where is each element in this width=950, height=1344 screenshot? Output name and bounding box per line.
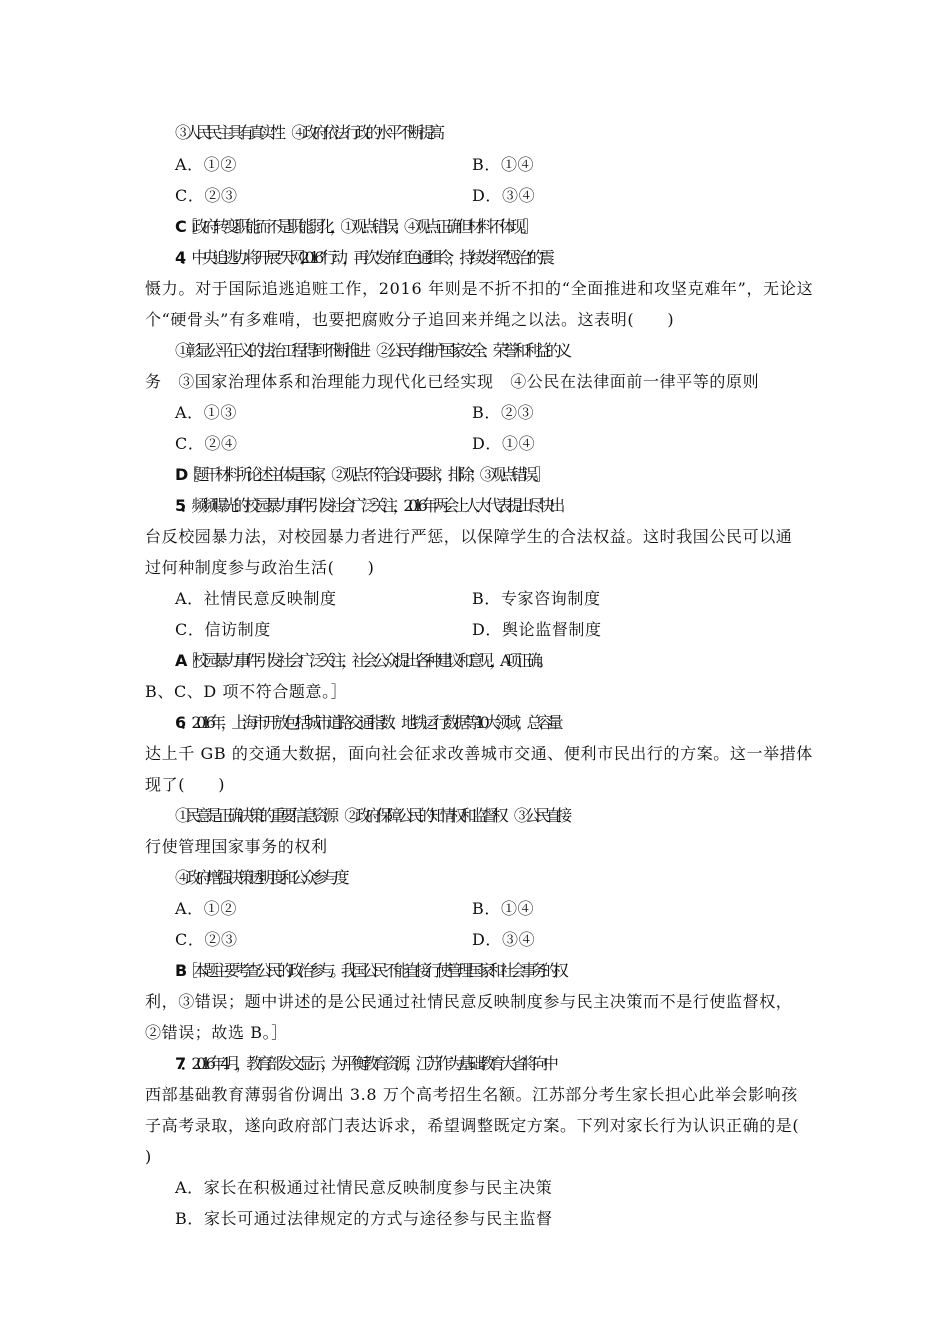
q6-statements-line-1: ① 民意是正确决策的重要信息资源 ②政府保障公民的知情权和监督权 ③公民直接 bbox=[175, 806, 567, 825]
q3-answer-text: ［政府转变职能而不是职能弱化，①观点错误；④观点正确但材料不体现。］ bbox=[181, 217, 534, 236]
q5-number: 5． bbox=[175, 496, 192, 515]
q6-option-a: A．①② bbox=[175, 899, 237, 918]
q4-option-c: C．②④ bbox=[175, 434, 238, 453]
q5-stem-line-2: 台反校园暴力法，对校园暴力者进行严惩，以保障学生的合法权益。这时我国公民可以通 bbox=[145, 527, 793, 546]
q3-statements: ③ 人民民主具有真实性 ④政府依法行政的水平不断提高 bbox=[175, 123, 440, 142]
q6-option-b: B．①④ bbox=[472, 899, 535, 918]
q4-answer-text: ［题干材料所论述主体是国家，②观点不符合设问要求，排除；③观点错误。］ bbox=[182, 465, 546, 484]
q3-option-d: D．③④ bbox=[472, 186, 536, 205]
q6-number: 6． bbox=[175, 713, 192, 732]
q6-answer-letter: B bbox=[175, 961, 182, 980]
q3-option-c: C．②③ bbox=[175, 186, 238, 205]
q5-stem-line-3: 过何种制度参与政治生活( ) bbox=[145, 558, 375, 577]
q4-stem-line-1: 4．中央追逃办将开展“天网 2016” 行动，再次发布红色通缉令，持续发挥“惩治”的震 bbox=[175, 248, 550, 267]
q6-answer-line-3: ②错误；故选 B。］ bbox=[145, 1023, 288, 1042]
q6-stem-line-3: 现了( ) bbox=[145, 775, 226, 794]
q7-stem-line-1: 7．2016 年 4 月，教育部发文显示，为平衡教育资源，江苏作为基础教育大省将向中 bbox=[175, 1054, 554, 1073]
q5-option-c: C．信访制度 bbox=[175, 620, 271, 639]
q3-option-b: B．①④ bbox=[472, 155, 535, 174]
q4-option-d: D．①④ bbox=[472, 434, 536, 453]
q5-option-b: B．专家咨询制度 bbox=[472, 589, 601, 608]
q5-stem-line-1: 5．频频曝光的校园暴力事件引发社会广泛关注，2016 年两会上人大代表提出尽快出 bbox=[175, 496, 560, 515]
q6-option-c: C．②③ bbox=[175, 930, 238, 949]
q3-option-a: A．①② bbox=[175, 155, 237, 174]
q7-option-b: B．家长可通过法律规定的方式与途径参与民主监督 bbox=[175, 1209, 553, 1228]
q6-statements-line-3: ④ 政府增强决策透明度和公众参与度 bbox=[175, 868, 345, 887]
q6-statements-line-2: 行使管理国家事务的权利 bbox=[145, 837, 328, 856]
q5-option-a: A．社情民意反映制度 bbox=[175, 589, 337, 608]
q4-stem-line-2: 慑力。对于国际追逃追赃工作，2016 年则是不折不扣的“全面推进和攻坚克难年”，无论这 bbox=[145, 279, 814, 298]
q5-answer-letter: A bbox=[175, 651, 182, 670]
q6-answer-line-1: B ［本题主要考查公民的政治参与。我国公民不能直接行使管理国家和社会事务的权 bbox=[175, 961, 564, 980]
q4-answer-letter: D bbox=[175, 465, 183, 484]
q4-stem-line-3: 个“硬骨头”有多难啃，也要把腐败分子追回来并绳之以法。这表明( ) bbox=[145, 310, 675, 329]
q5-answer-line-2: B、C、D 项不符合题意。］ bbox=[145, 682, 348, 701]
q7-stem-line-2: 西部基础教育薄弱省份调出 3.8 万个高考招生名额。江苏部分考生家长担心此举会影响孩 bbox=[145, 1085, 798, 1104]
q6-stem-line-1: 6．2016 年，上海市开放包括城市道路交通指数、地铁运行数据等 10 大领域，总容量 bbox=[175, 713, 559, 732]
q3-answer-letter: C bbox=[175, 217, 182, 236]
q4-number: 4． bbox=[175, 248, 192, 267]
q7-option-a: A．家长在积极通过社情民意反映制度参与民主决策 bbox=[175, 1178, 553, 1197]
q3-answer bbox=[175, 216, 845, 238]
q7-stem-line-3: 子高考录取，遂向政府部门表达诉求，希望调整既定方案。下列对家长行为认识正确的是( bbox=[145, 1116, 800, 1135]
q6-stem-line-2: 达上千 GB 的交通大数据，面向社会征求改善城市交通、便利市民出行的方案。这一举措体 bbox=[145, 744, 813, 763]
q7-number: 7． bbox=[175, 1054, 192, 1073]
q4-answer bbox=[175, 464, 845, 486]
q6-answer-line-2: 利，③错误；题中讲述的是公民通过社情民意反映制度参与民主决策而不是行使监督权， bbox=[145, 992, 793, 1011]
q5-option-d: D．舆论监督制度 bbox=[472, 620, 602, 639]
q7-stem-line-4: ) bbox=[145, 1147, 152, 1166]
q4-option-b: B．②③ bbox=[472, 403, 535, 422]
q5-answer-line-1: A ［校园暴力事件引发社会广泛关注，社会公众提出各种建议和意见，A 项正确。 bbox=[175, 651, 549, 670]
q4-statements-line-1: ① 彰显公平正义的法治工程得到不断推进 ②公民有维护国家安全、荣誉和利益的义 bbox=[175, 341, 567, 360]
q4-statements-line-2: 务 ③国家治理体系和治理能力现代化已经实现 ④公民在法律面前一律平等的原则 bbox=[145, 372, 760, 391]
q6-option-d: D．③④ bbox=[472, 930, 536, 949]
q4-option-a: A．①③ bbox=[175, 403, 237, 422]
